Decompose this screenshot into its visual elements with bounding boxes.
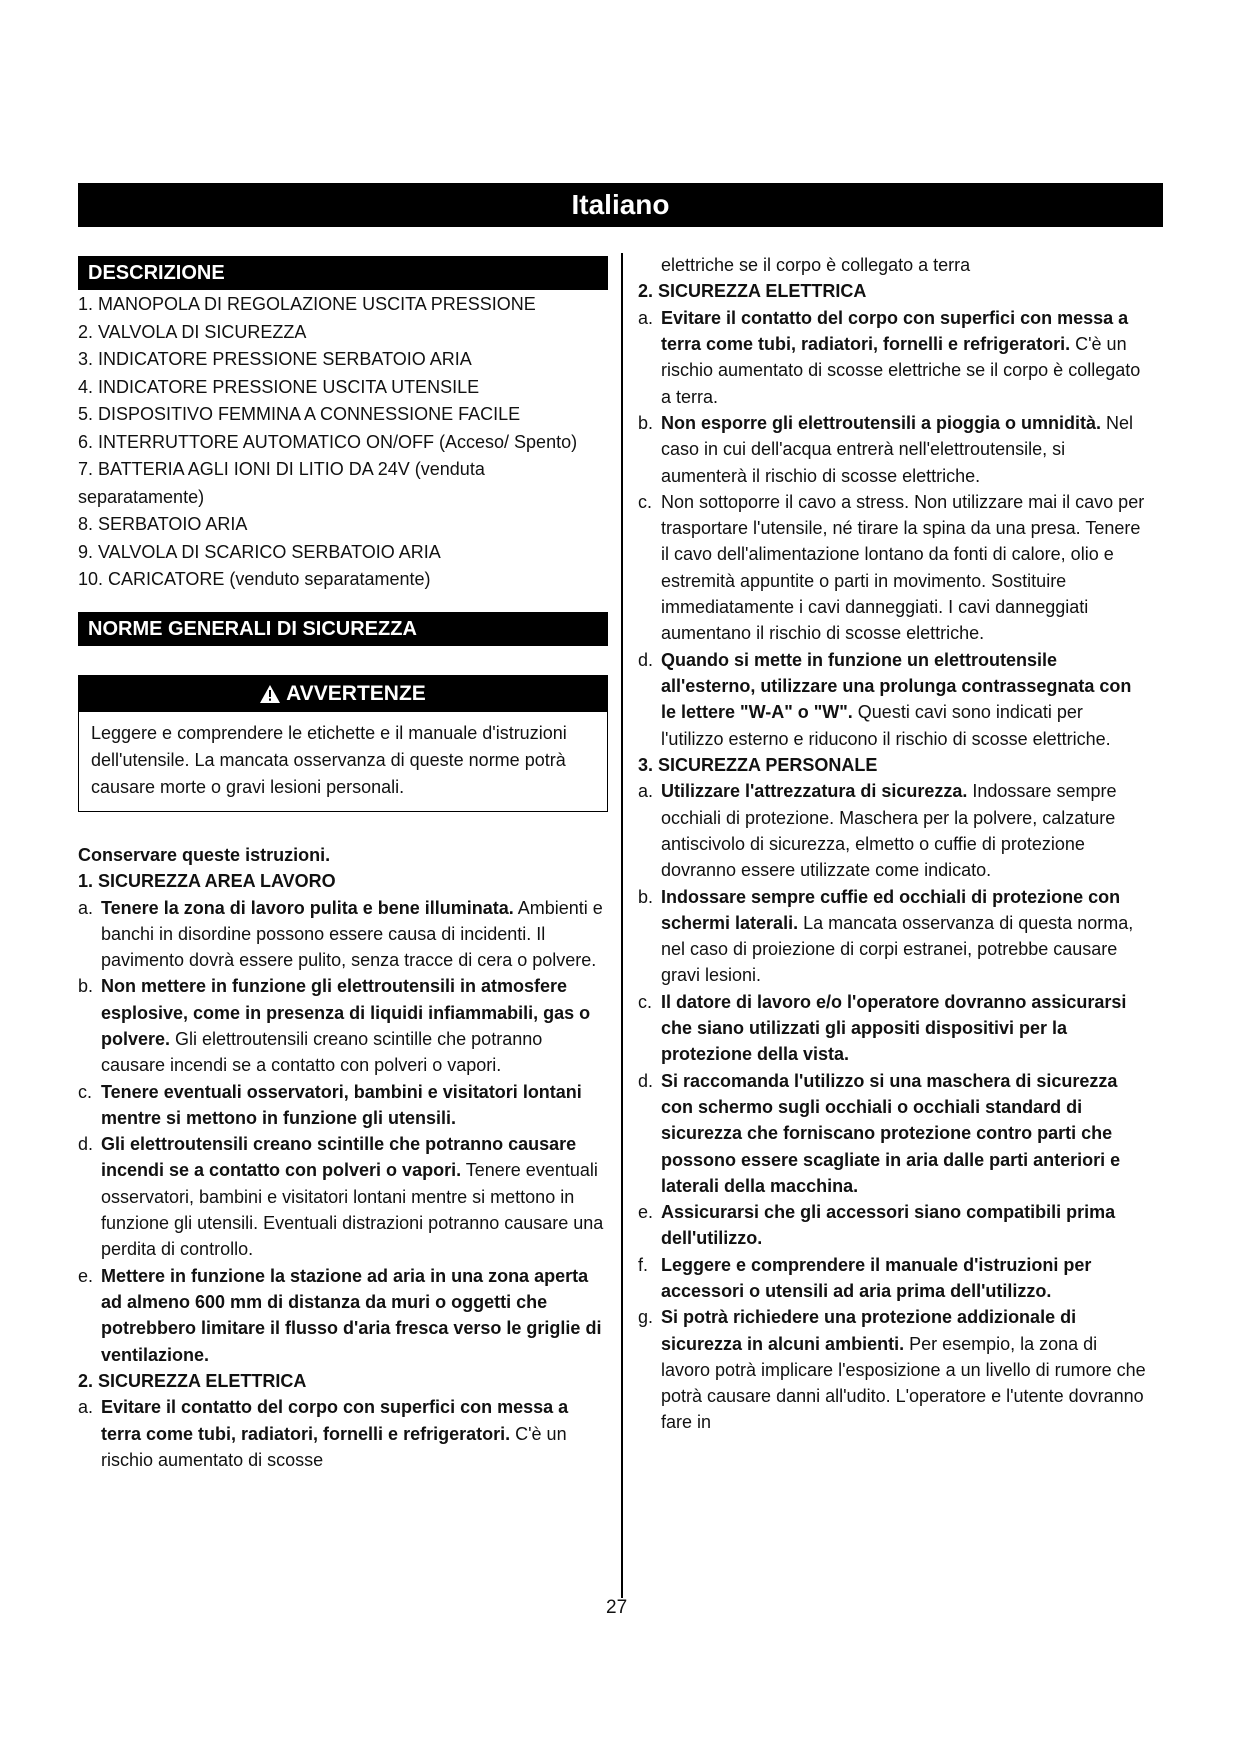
item-label: c. xyxy=(638,991,653,1012)
item-text: Non sottoporre il cavo a stress. Non utilizzare mai il cavo per trasportare l'utensile, né tirare la spina da una presa. Tenere il cavo dell'alimentazione lontano da fonti di calore, olio e estremità appuntite o parti in movimento. Sostituire immediatamente i cavi danneggiati. I cavi danneggiati aumentano il rischio di scosse elettriche. xyxy=(661,491,1145,644)
item-label: e. xyxy=(638,1202,654,1223)
section-header-descrizione: DESCRIZIONE xyxy=(78,256,608,290)
item-label: d. xyxy=(638,649,654,670)
list-item xyxy=(638,647,1148,752)
item-label: b. xyxy=(78,976,94,997)
item-text: Gli elettroutensili creano scintille che potranno causare incendi se a contatto con polveri o vapori. xyxy=(101,1028,543,1076)
item-label: d. xyxy=(78,1134,94,1155)
item-label: f. xyxy=(638,1254,649,1275)
item-text: Indossare sempre occhiali di protezione. Maschera per la polvere, calzature antiscivolo di sicurezza, elmetto o cuffie di protezione dovranno essere utilizzate come indicato. xyxy=(661,781,1117,881)
item-bold: Utilizzare l'attrezzatura di sicurezza. xyxy=(661,781,968,802)
item-bold: Gli elettroutensili creano scintille che potranno causare incendi se a contatto con polveri o vapori. xyxy=(101,1134,577,1181)
section-title-personale: 3. SICUREZZA PERSONALE xyxy=(638,754,878,775)
list-item: 9. VALVOLA DI SCARICO SERBATOIO ARIA xyxy=(78,541,441,562)
item-label: a. xyxy=(638,307,654,328)
list-item: 1. MANOPOLA DI REGOLAZIONE USCITA PRESSIONE xyxy=(78,294,536,314)
list-item xyxy=(638,1252,1148,1305)
list-item xyxy=(638,1068,1148,1199)
item-label: b. xyxy=(638,412,654,433)
list-item xyxy=(78,1079,608,1132)
item-text: La mancata osservanza di questa norma, nel caso di proiezione di corpi estranei, potrebbe causare gravi lesioni. xyxy=(661,912,1134,986)
list-item xyxy=(638,778,1148,883)
list-item: 3. INDICATORE PRESSIONE SERBATOIO ARIA xyxy=(78,349,472,369)
list-item xyxy=(638,410,1148,489)
list-item: 7. BATTERIA AGLI IONI DI LITIO DA 24V (venduta separatamente) xyxy=(78,459,485,507)
item-bold: Si potrà richiedere una protezione addizionale di sicurezza in alcuni ambienti. xyxy=(661,1307,1077,1354)
item-bold: Tenere la zona di lavoro pulita e bene illuminata. xyxy=(101,897,514,918)
item-label: a. xyxy=(78,1397,94,1418)
item-bold: Leggere e comprendere il manuale d'istruzioni per accessori o utensili ad aria prima dell'utilizzo. xyxy=(661,1254,1092,1301)
item-label: a. xyxy=(78,897,94,918)
item-bold: Evitare il contatto del corpo con superfici con messa a terra come tubi, radiatori, fornelli e refrigeratori. xyxy=(101,1397,569,1444)
list-item xyxy=(78,1394,608,1473)
list-item: 2. VALVOLA DI SICUREZZA xyxy=(78,321,307,342)
warning-header xyxy=(79,676,607,712)
list-item xyxy=(78,973,608,1078)
item-bold: Non esporre gli elettroutensili a pioggia o umnidità. xyxy=(661,412,1102,433)
continuation-line: elettriche se il corpo è collegato a terra xyxy=(661,255,971,275)
list-item xyxy=(638,305,1148,410)
section-header-norme: NORME GENERALI DI SICUREZZA xyxy=(78,612,608,646)
list-item xyxy=(638,989,1148,1068)
list-item xyxy=(78,1131,608,1262)
item-label: g. xyxy=(638,1307,654,1328)
item-text: Tenere eventuali osservatori, bambini e visitatori lontani mentre si mettono in funzione gli utensili. Eventuali distrazioni potranno causare una perdita di controllo. xyxy=(101,1160,604,1260)
list-item xyxy=(638,884,1148,989)
section-title-elettrica: 2. SICUREZZA ELETTRICA xyxy=(638,281,867,302)
list-item: 4. INDICATORE PRESSIONE USCITA UTENSILE xyxy=(78,376,480,397)
item-label: e. xyxy=(78,1265,94,1286)
item-bold: Tenere eventuali osservatori, bambini e visitatori lontani mentre si mettono in funzione gli utensili. xyxy=(101,1081,582,1128)
list-item: 10. CARICATORE (venduto separatamente) xyxy=(78,569,431,589)
item-bold: Il datore di lavoro e/o l'operatore dovranno assicurarsi che siano utilizzati gli appositi dispositivi per la protezione della vista. xyxy=(661,991,1127,1065)
warning-text: Leggere e comprendere le etichette e il manuale d'istruzioni dell'utensile. La mancata osservanza di queste norme potrà causare morte o gravi lesioni personali. xyxy=(91,722,567,797)
description-list xyxy=(78,291,608,594)
language-banner: Italiano xyxy=(78,183,1163,227)
item-label: c. xyxy=(638,491,653,512)
item-bold: Mettere in funzione la stazione ad aria in una zona aperta ad almeno 600 mm di distanza da muri o oggetti che potrebbero limitare il flusso d'aria fresca verso le griglie di ventilazione. xyxy=(101,1265,602,1365)
section-title-area-lavoro: 1. SICUREZZA AREA LAVORO xyxy=(78,871,336,891)
item-text: C'è un rischio aumentato di scosse elettriche se il corpo è collegato a terra. xyxy=(661,334,1141,407)
item-text: Nel caso in cui dell'acqua entrerà nell'elettroutensile, si aumenterà il rischio di scosse elettriche. xyxy=(661,412,1134,486)
item-bold: Indossare sempre cuffie ed occhiali di protezione con schermi laterali. xyxy=(661,886,1121,933)
column-divider xyxy=(621,253,623,1598)
list-item xyxy=(78,895,608,974)
page-number: 27 xyxy=(606,1597,628,1618)
list-item xyxy=(638,1304,1148,1435)
item-bold: Evitare il contatto del corpo con superfici con messa a terra come tubi, radiatori, fornelli e refrigeratori. xyxy=(661,307,1129,355)
section-title-elettrica: 2. SICUREZZA ELETTRICA xyxy=(78,1370,307,1391)
item-label: d. xyxy=(638,1070,654,1091)
item-bold: Non mettere in funzione gli elettroutensili in atmosfere esplosive, come in presenza di liquidi infiammabili, gas o polvere. xyxy=(101,976,591,1049)
item-bold: Si raccomanda l'utilizzo si una maschera di sicurezza con schermo sugli occhiali o occhiali standard di sicurezza che forniscano protezione contro parti che possono essere scagliate in aria dalle parti anteriori e laterali della macchina. xyxy=(661,1070,1121,1196)
list-item xyxy=(638,1199,1148,1252)
item-bold: Quando si mette in funzione un elettroutensile all'esterno, utilizzare una prolunga contrassegnata con le lettere "W-A" o "W". xyxy=(661,649,1132,723)
item-bold: Assicurarsi che gli accessori siano compatibili prima dell'utilizzo. xyxy=(661,1202,1116,1249)
warning-triangle-icon xyxy=(260,685,280,703)
list-item xyxy=(78,1263,608,1368)
right-column xyxy=(638,252,1148,1436)
list-item xyxy=(638,489,1148,647)
list-item: 8. SERBATOIO ARIA xyxy=(78,514,248,534)
item-text: Per esempio, la zona di lavoro potrà implicare l'esposizione a un livello di rumore che potrà causare danni all'udito. L'operatore e l'utente dovranno fare in xyxy=(661,1333,1146,1433)
item-label: c. xyxy=(78,1081,93,1102)
list-item: 6. INTERRUTTORE AUTOMATICO ON/OFF (Acceso/ Spento) xyxy=(78,431,578,452)
item-text: Ambienti e banchi in disordine possono essere causa di incidenti. Il pavimento dovrà essere pulito, senza tracce di cera o polvere. xyxy=(101,897,603,971)
item-label: a. xyxy=(638,781,654,802)
warning-box xyxy=(78,675,608,812)
item-text: C'è un rischio aumentato di scosse xyxy=(101,1423,567,1470)
list-item: 5. DISPOSITIVO FEMMINA A CONNESSIONE FACILE xyxy=(78,404,521,424)
left-column xyxy=(78,256,608,1473)
conserve-instructions: Conservare queste istruzioni. xyxy=(78,844,331,865)
item-text: Questi cavi sono indicati per l'utilizzo esterno e riducono il rischio di scosse elettriche. xyxy=(661,702,1111,749)
item-label: b. xyxy=(638,886,654,907)
warning-title: AVVERTENZE xyxy=(286,681,426,705)
